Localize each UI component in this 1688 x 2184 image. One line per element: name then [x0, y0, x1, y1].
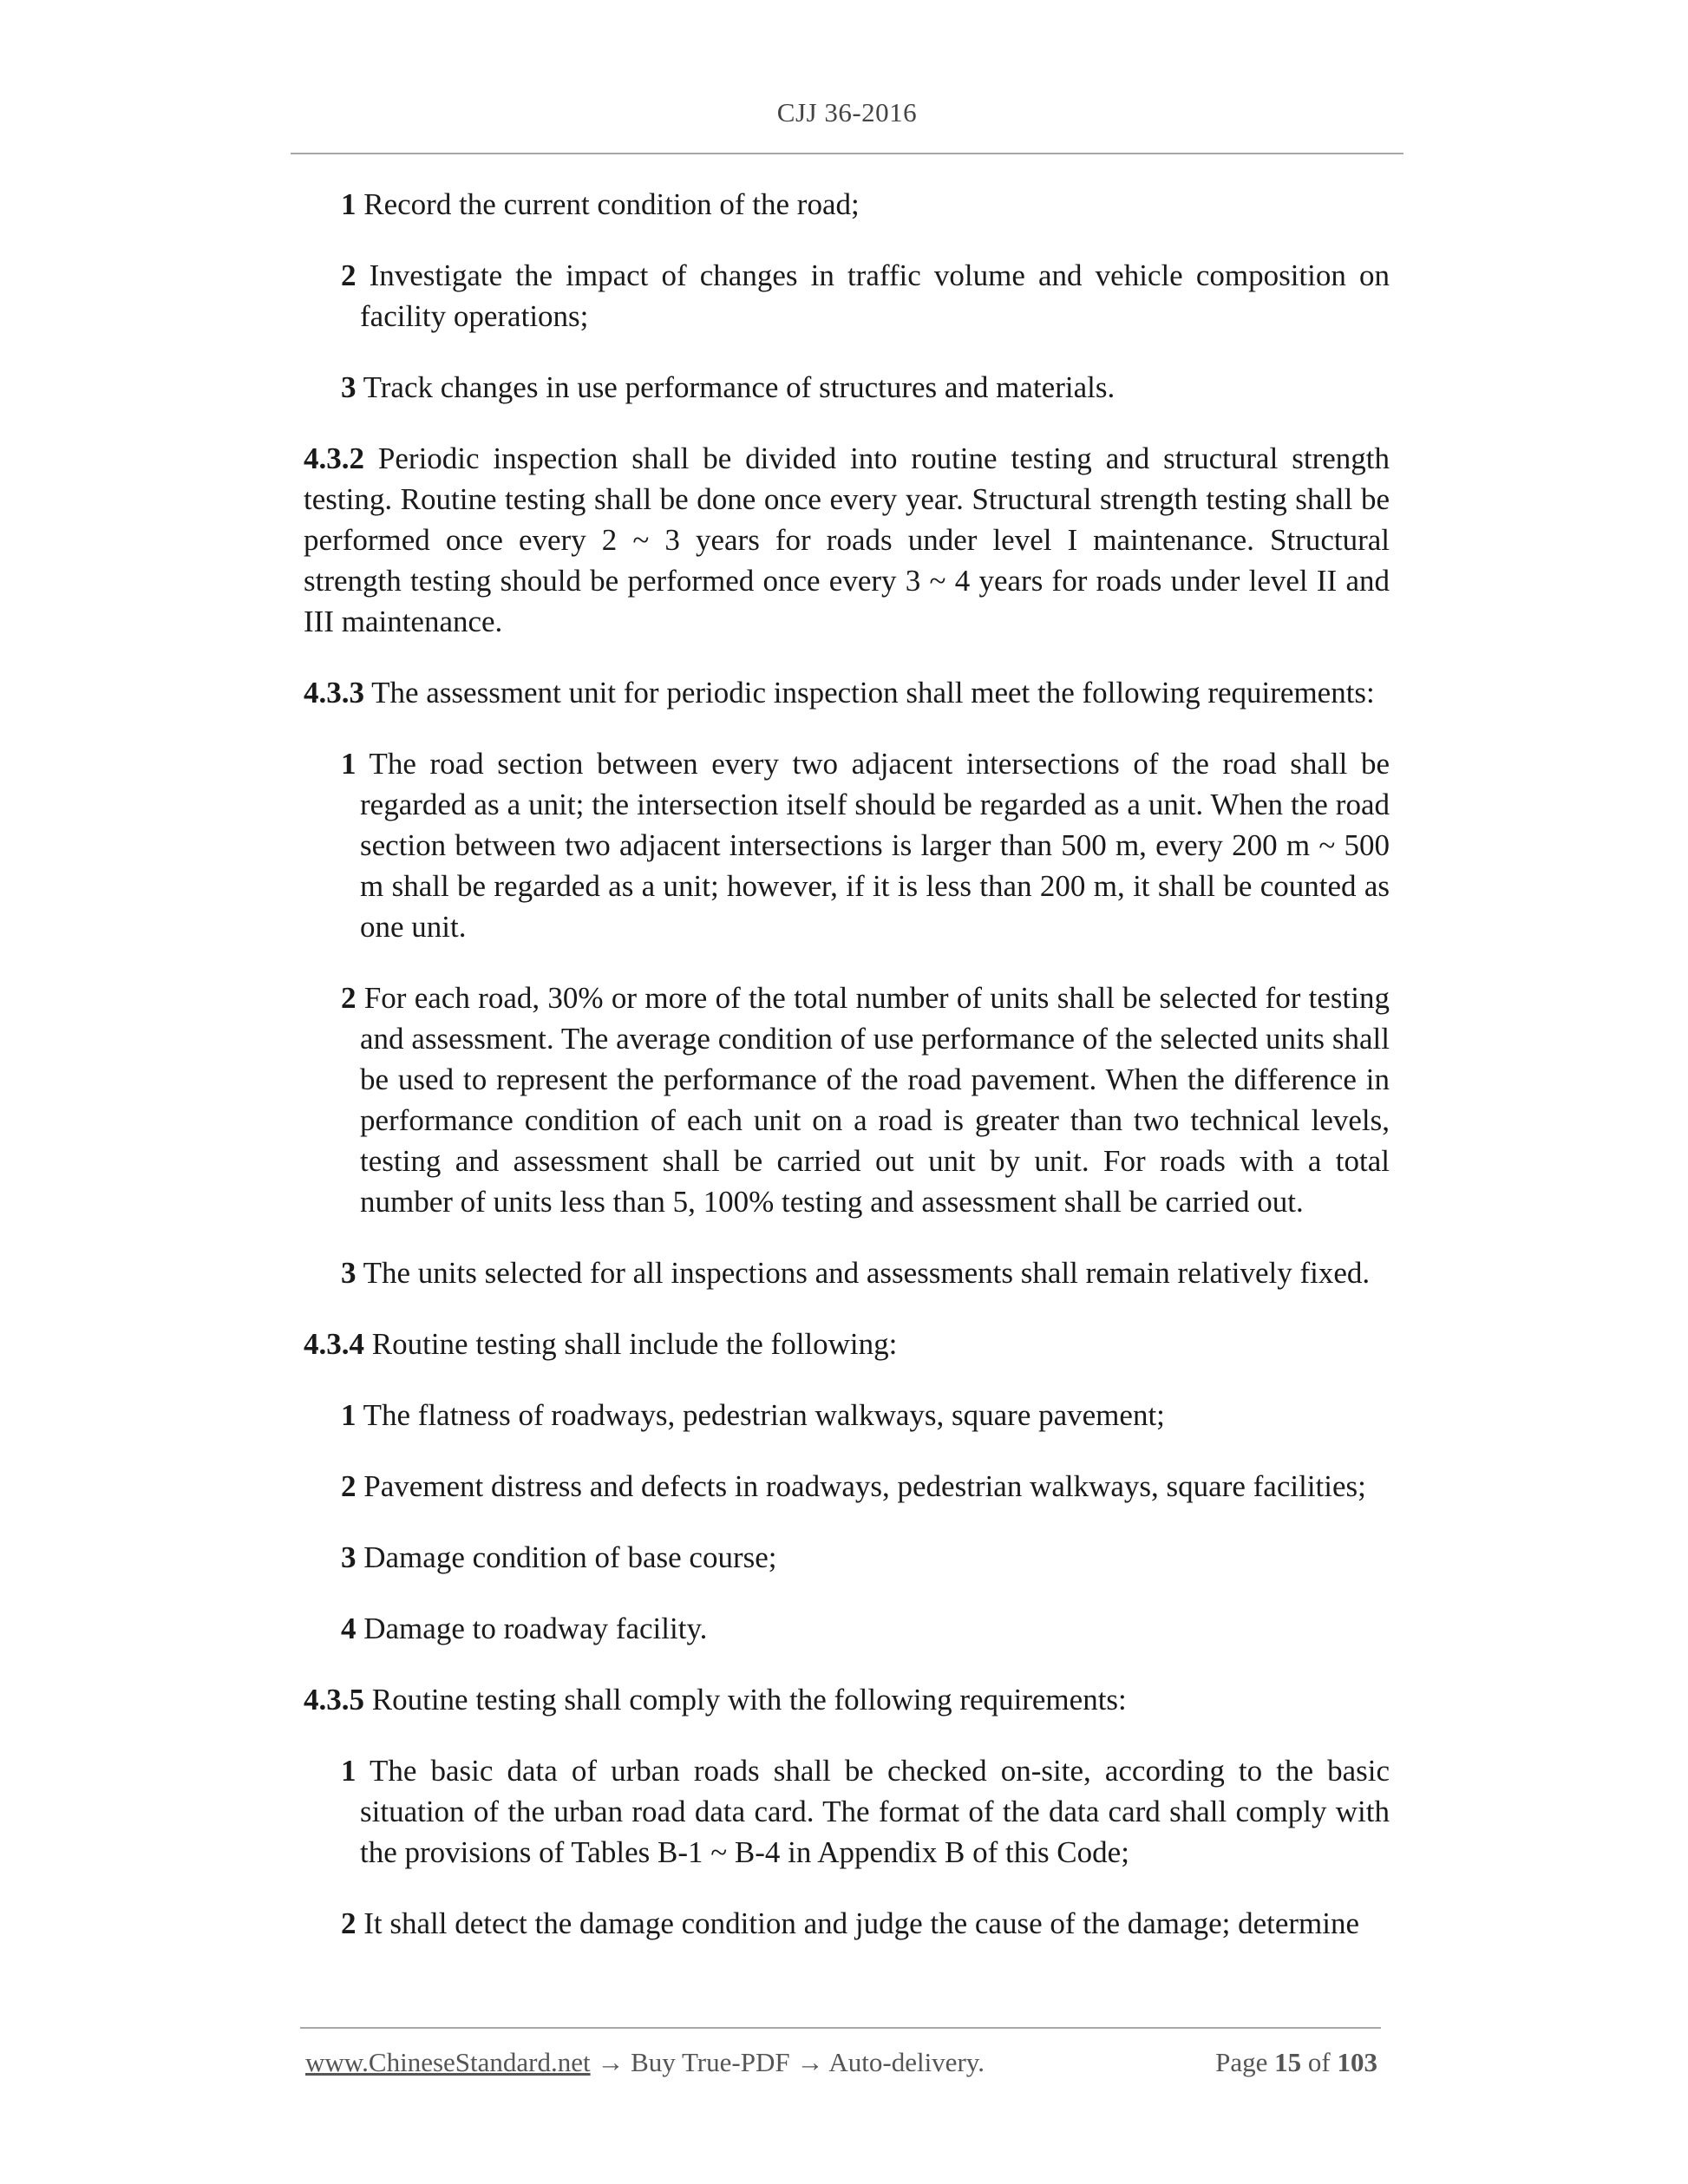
list-item-unit-selection: [341, 978, 1390, 1222]
item-text: Track changes in use performance of structures and materials.: [356, 370, 1116, 404]
list-item-roadway-facility: [341, 1608, 1390, 1649]
clause-text: The assessment unit for periodic inspection shall meet the following requirements:: [364, 676, 1375, 709]
item-text: Investigate the impact of changes in traffic volume and vehicle composition on facility operations;: [356, 258, 1390, 333]
current-page-number: 15: [1274, 2047, 1302, 2077]
clause-number: 4.3.2: [304, 441, 364, 475]
clause-4-3-5: [304, 1679, 1390, 1720]
clause-number: 4.3.4: [304, 1327, 364, 1361]
list-item-damage-detection: [341, 1903, 1390, 1944]
clause-4-3-4: [304, 1324, 1390, 1364]
clause-4-3-2: [304, 438, 1390, 642]
clause-4-3-3: [304, 672, 1390, 713]
item-text: Record the current condition of the road;: [356, 187, 860, 221]
item-number: 1: [341, 1398, 357, 1432]
item-text: The units selected for all inspections and assessments shall remain relatively fixed.: [356, 1256, 1371, 1290]
item-number: 2: [341, 1469, 357, 1503]
clause-number: 4.3.3: [304, 676, 364, 709]
item-number: 2: [341, 981, 357, 1015]
item-text: Damage condition of base course;: [356, 1540, 777, 1574]
footer-tagline: → Buy True-PDF → Auto-delivery.: [590, 2047, 985, 2077]
list-item-pavement-distress: [341, 1466, 1390, 1507]
clause-text: Routine testing shall comply with the following requirements:: [364, 1683, 1127, 1716]
item-text: Damage to roadway facility.: [356, 1612, 708, 1645]
list-item-road-section-unit: [341, 743, 1390, 947]
item-number: 3: [341, 1540, 357, 1574]
total-page-count: 103: [1337, 2047, 1377, 2077]
item-number: 1: [341, 187, 357, 221]
list-item-units-fixed: [341, 1252, 1390, 1293]
item-text: It shall detect the damage condition and judge the cause of the damage; determine: [356, 1906, 1360, 1940]
list-item-flatness: [341, 1395, 1390, 1435]
list-item-track-changes: [341, 367, 1390, 408]
list-item-basic-data: [341, 1750, 1390, 1873]
clause-text: Routine testing shall include the following:: [364, 1327, 898, 1361]
footer-divider: [300, 2027, 1381, 2029]
website-link[interactable]: www.ChineseStandard.net: [305, 2047, 591, 2077]
item-text: The flatness of roadways, pedestrian walkways, square pavement;: [356, 1398, 1165, 1432]
page-word: Page: [1215, 2047, 1268, 2077]
item-number: 2: [341, 1906, 357, 1940]
item-text: Pavement distress and defects in roadways, pedestrian walkways, square facilities;: [356, 1469, 1366, 1503]
footer-promo: [305, 2047, 985, 2078]
clause-text: Periodic inspection shall be divided into routine testing and structural strength testing. Routine testing shall be done once every year. Structural strength testing shall be performed once every 2 ~ 3 years for roads under level I maintenance. Structural strength testing should be performed once every 3 ~ 4 years for roads under level II and III maintenance.: [304, 441, 1390, 638]
list-item-investigate-traffic: [341, 255, 1390, 337]
item-number: 2: [341, 258, 357, 292]
item-number: 1: [341, 1754, 357, 1788]
item-number: 1: [341, 747, 357, 781]
item-number: 3: [341, 1256, 357, 1290]
list-item-record-condition: [341, 184, 1390, 225]
of-word: of: [1307, 2047, 1331, 2077]
header-divider: [291, 153, 1403, 154]
item-text: The road section between every two adjacent intersections of the road shall be regarded as a unit; the intersection itself should be regarded as a unit. When the road section between two adjacent intersections is larger than 500 m, every 200 m ~ 500 m shall be regarded as a unit; however, if it is less than 200 m, it shall be counted as one unit.: [356, 747, 1390, 944]
document-code: CJJ 36-2016: [776, 97, 918, 128]
clause-number: 4.3.5: [304, 1683, 364, 1716]
list-item-base-course: [341, 1537, 1390, 1578]
page-header: [291, 97, 1403, 128]
item-number: 4: [341, 1612, 357, 1645]
item-text: For each road, 30% or more of the total number of units shall be selected for testing and assessment. The average condition of use performance of the selected units shall be used to represent the performance of the road pavement. When the difference in performance condition of each unit on a road is greater than two technical levels, testing and assessment shall be carried out unit by unit. For roads with a total number of units less than 5, 100% testing and assessment shall be carried out.: [356, 981, 1390, 1219]
document-body: [304, 184, 1390, 1974]
item-number: 3: [341, 370, 357, 404]
item-text: The basic data of urban roads shall be checked on-site, according to the basic situation of the urban road data card. The format of the data card shall comply with the provisions of Tables B-1 ~ B-4 in Appendix B of this Code;: [356, 1754, 1390, 1869]
page-indicator: [1215, 2047, 1377, 2078]
